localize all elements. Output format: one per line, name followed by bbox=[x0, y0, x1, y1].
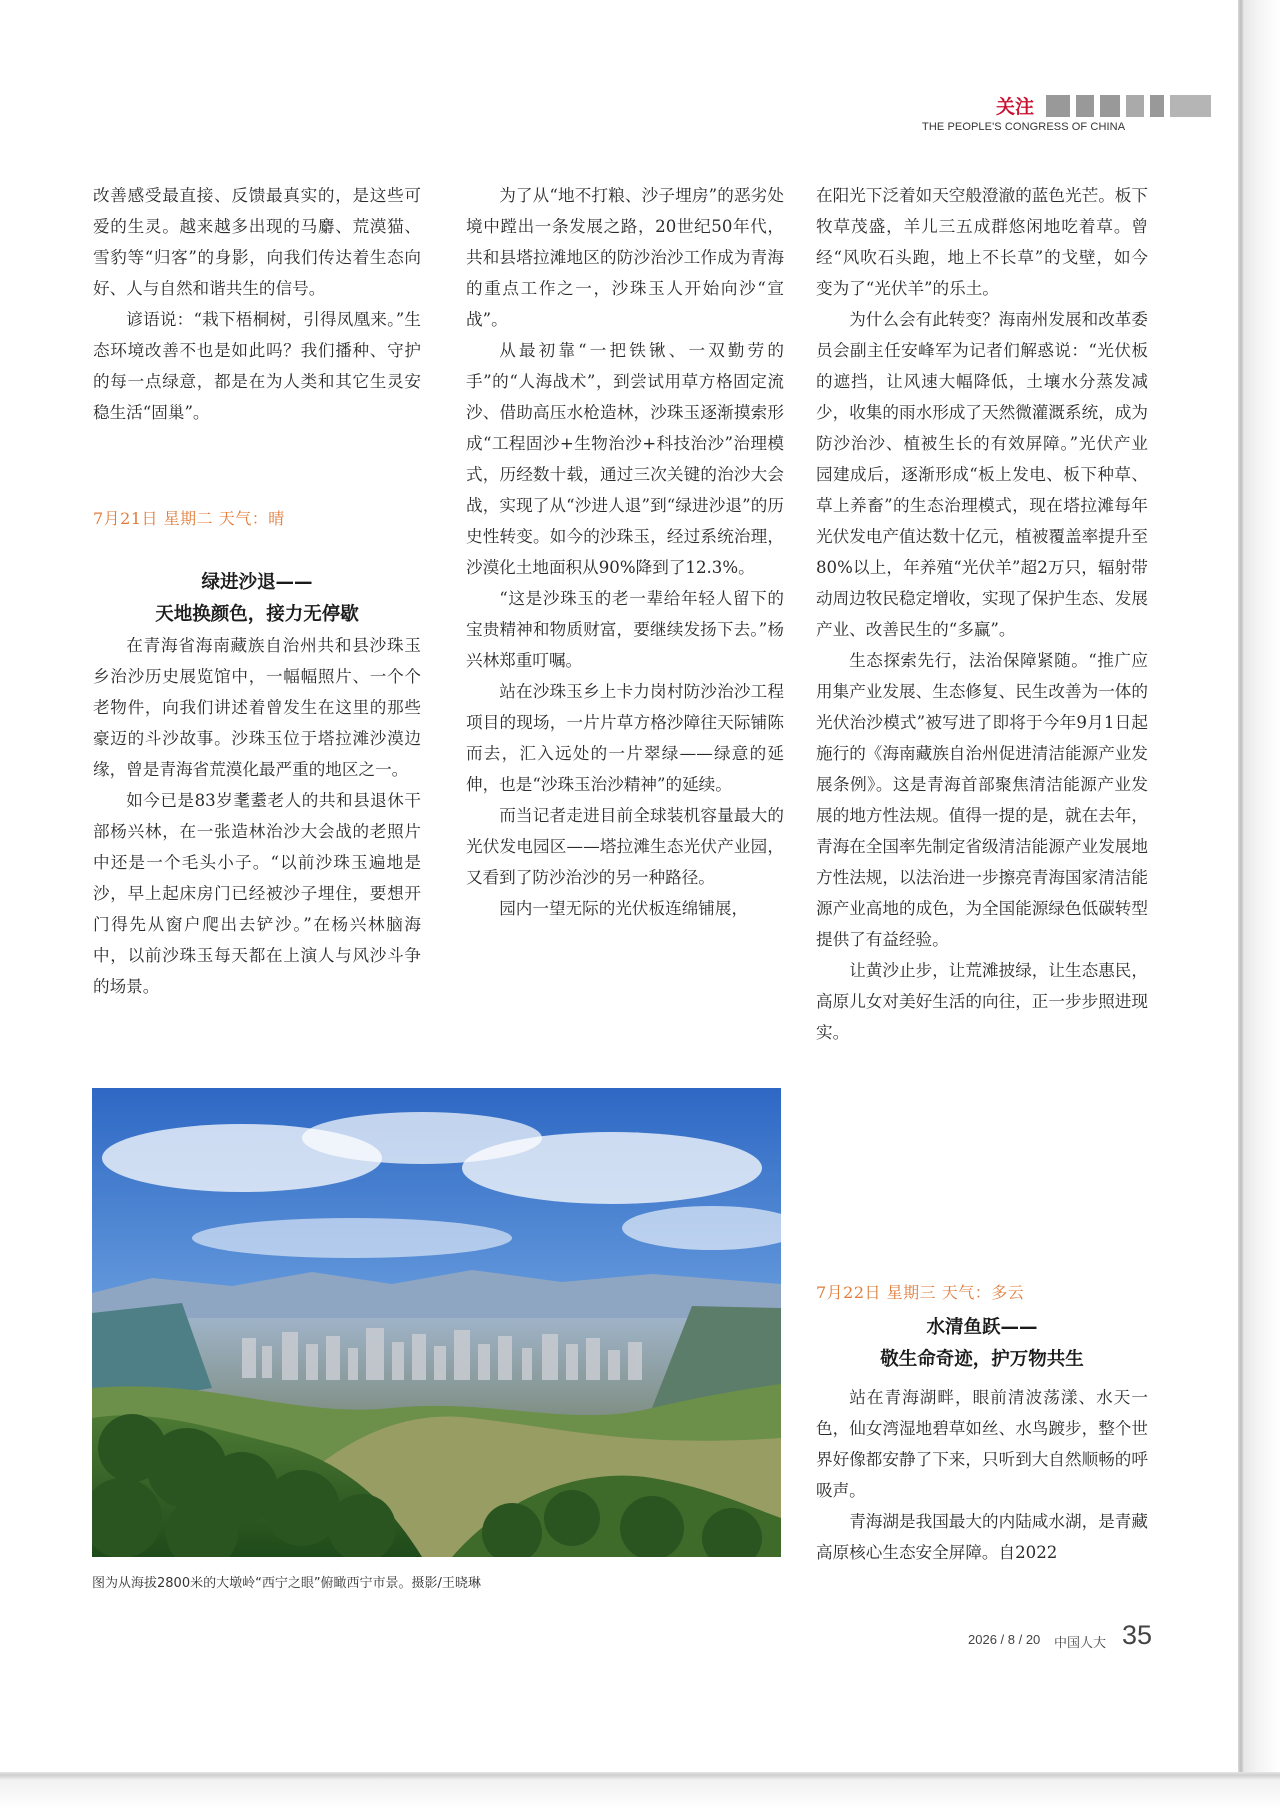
paragraph: 而当记者走进目前全球装机容量最大的光伏发电园区——塔拉滩生态光伏产业园，又看到了防沙治沙的另一种路径。 bbox=[466, 806, 784, 887]
paragraph: 从最初靠“一把铁锹、一双勤劳的手”的“人海战术”，到尝试用草方格固定流沙、借助高压水枪造林，沙珠玉逐渐摸索形成“工程固沙+生物治沙+科技治沙”治理模式，历经数十载，通过三次关键的治沙大会战，实现了从“沙进人退”到“绿进沙退”的历史性转变。如今的沙珠玉，经过系统治理，沙漠化土地面积从90%降到了12.3%。 bbox=[466, 341, 784, 577]
page-number: 35 bbox=[1122, 1620, 1153, 1650]
paragraph: 在青海省海南藏族自治州共和县沙珠玉乡治沙历史展览馆中，一幅幅照片、一个个老物件，向我们讲述着曾发生在这里的那些豪迈的斗沙故事。沙珠玉位于塔拉滩沙漠边缘，曾是青海省荒漠化最严重的地区之一。 bbox=[93, 636, 421, 779]
header-decoration-bars bbox=[1046, 95, 1211, 117]
paragraph: 在阳光下泛着如天空般澄澈的蓝色光芒。板下牧草茂盛，羊儿三五成群悠闲地吃着草。曾经“风吹石头跑，地上不长草”的戈壁，如今变为了“光伏羊”的乐土。 bbox=[816, 186, 1148, 298]
paragraph: 谚语说：“栽下梧桐树，引得凤凰来。”生态环境改善不也是如此吗？我们播种、守护的每一点绿意，都是在为人类和其它生灵安稳生活“固巢”。 bbox=[93, 310, 421, 422]
paragraph: 为什么会有此转变？海南州发展和改革委员会副主任安峰军为记者们解惑说：“光伏板的遮挡，让风速大幅降低，土壤水分蒸发减少，收集的雨水形成了天然微灌溉系统，成为防沙治沙、植被生长的有效屏障。”光伏产业园建成后，逐渐形成“板上发电、板下种草、草上养畜”的生态治理模式，现在塔拉滩每年光伏发电产值达数十亿元，植被覆盖率提升至80%以上，年养殖“光伏羊”超2万只，辐射带动周边牧民稳定增收，实现了保护生态、发展产业、改善民生的“多赢”。 bbox=[816, 310, 1148, 639]
paragraph: 改善感受最直接、反馈最真实的，是这些可爱的生灵。越来越多出现的马麝、荒漠猫、雪豹等“归客”的身影，向我们传达着生态向好、人与自然和谐共生的信号。 bbox=[93, 186, 421, 298]
date-line: 7月21日 星期二 天气：晴 bbox=[93, 509, 285, 528]
section-heading-line2: 敬生命奇迹，护万物共生 bbox=[880, 1349, 1084, 1370]
landscape-illustration bbox=[92, 1088, 781, 1557]
photo-caption: 图为从海拔2800米的大墩岭“西宁之眼”俯瞰西宁市景。摄影/王晓琳 bbox=[92, 1576, 481, 1591]
column-1 bbox=[93, 180, 421, 428]
column-2 bbox=[466, 180, 784, 924]
section-heading-line2: 天地换颜色，接力无停歇 bbox=[155, 604, 359, 625]
section-heading-line1: 水清鱼跃—— bbox=[926, 1317, 1038, 1338]
column-3 bbox=[816, 180, 1148, 1048]
section-heading-line1: 绿进沙退—— bbox=[201, 572, 313, 593]
scan-edge-bottom bbox=[0, 1772, 1280, 1810]
issue-date: 2026 / 8 / 20 bbox=[968, 1632, 1041, 1647]
column-3-section bbox=[816, 1382, 1148, 1568]
paragraph: 为了从“地不打粮、沙子埋房”的恶劣处境中蹚出一条发展之路，20世纪50年代，共和县塔拉滩地区的防沙治沙工作成为青海的重点工作之一，沙珠玉人开始向沙“宣战”。 bbox=[466, 186, 784, 329]
paragraph: 站在青海湖畔，眼前清波荡漾、水天一色，仙女湾湿地碧草如丝、水鸟踱步，整个世界好像都安静了下来，只听到大自然顺畅的呼吸声。 bbox=[816, 1388, 1148, 1500]
column-1-section bbox=[93, 630, 421, 1002]
scan-edge-right bbox=[1238, 0, 1280, 1810]
paragraph: 园内一望无际的光伏板连绵铺展， bbox=[499, 899, 749, 918]
paragraph: 站在沙珠玉乡上卡力岗村防沙治沙工程项目的现场，一片片草方格沙障往天际铺陈而去，汇入远处的一片翠绿——绿意的延伸，也是“沙珠玉治沙精神”的延续。 bbox=[466, 682, 784, 794]
paragraph: 如今已是83岁耄耋老人的共和县退休干部杨兴林，在一张造林治沙大会战的老照片中还是一个毛头小子。“以前沙珠玉遍地是沙，早上起床房门已经被沙子埋住，要想开门得先从窗户爬出去铲沙。”在杨兴林脑海中，以前沙珠玉每天都在上演人与风沙斗争的场景。 bbox=[93, 791, 421, 996]
paragraph: 青海湖是我国最大的内陆咸水湖，是青藏高原核心生态安全屏障。自2022 bbox=[816, 1512, 1148, 1562]
paragraph: “这是沙珠玉的老一辈给年轻人留下的宝贵精神和物质财富，要继续发扬下去。”杨兴林郑重叮嘱。 bbox=[466, 589, 784, 670]
paragraph: 让黄沙止步，让荒滩披绿，让生态惠民，高原儿女对美好生活的向往，正一步步照进现实。 bbox=[816, 961, 1148, 1042]
magazine-name: 中国人大 bbox=[1054, 1636, 1107, 1651]
date-line: 7月22日 星期三 天气：多云 bbox=[816, 1283, 1025, 1302]
section-heading bbox=[816, 1312, 1148, 1376]
magazine-subtitle: THE PEOPLE'S CONGRESS OF CHINA bbox=[922, 121, 1126, 133]
city-landscape-photo bbox=[92, 1088, 781, 1557]
paragraph: 生态探索先行，法治保障紧随。“推广应用集产业发展、生态修复、民生改善为一体的光伏治沙模式”被写进了即将于今年9月1日起施行的《海南藏族自治州促进清洁能源产业发展条例》。这是青海首部聚焦清洁能源产业发展的地方性法规。值得一提的是，就在去年，青海在全国率先制定省级清洁能源产业发展地方性法规，以法治进一步擦亮青海国家清洁能源产业高地的成色，为全国能源绿色低碳转型提供了有益经验。 bbox=[816, 651, 1148, 949]
section-label: 关注 bbox=[996, 96, 1035, 118]
section-heading bbox=[93, 567, 421, 631]
